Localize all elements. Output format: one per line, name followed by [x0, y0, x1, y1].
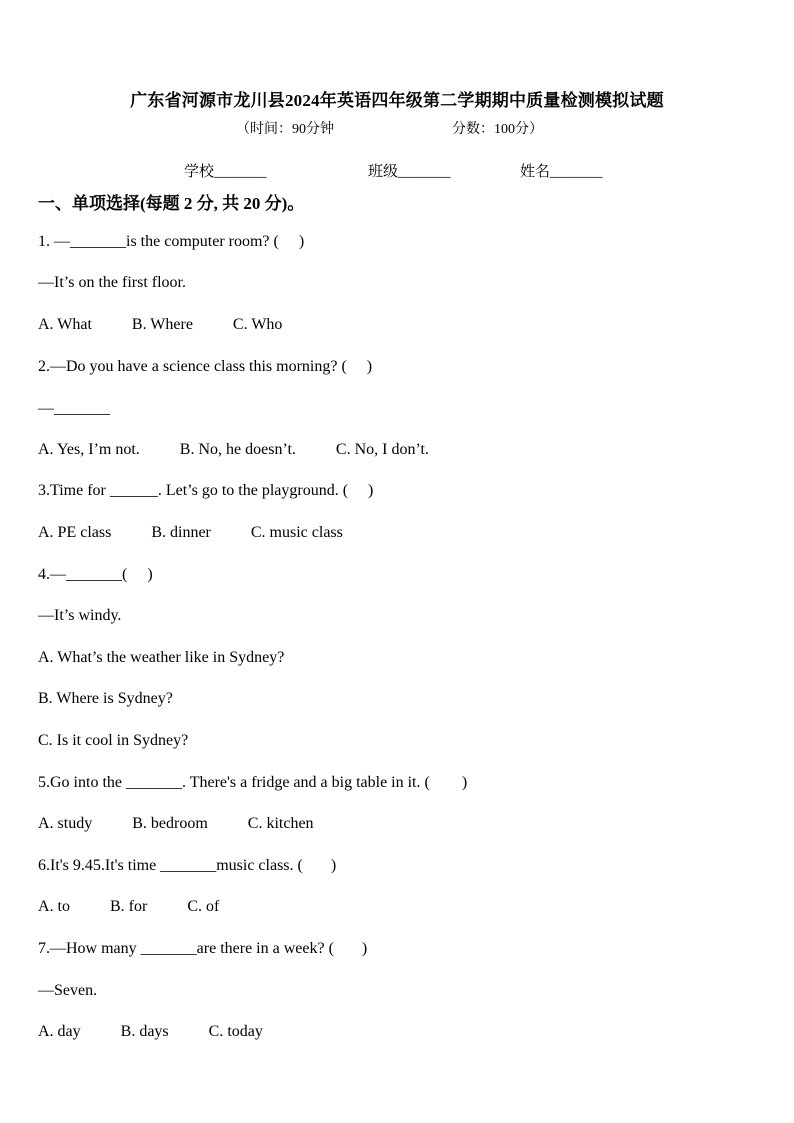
question-2-answer-line: —_______: [38, 400, 110, 417]
question-5: 5.Go into the _______. There's a fridge and a big table in it. ( ): [38, 774, 468, 791]
exam-time: （时间：90分钟: [236, 122, 334, 137]
school-field: 学校_______: [184, 164, 267, 180]
question-7-answer-line: —Seven.: [38, 982, 98, 999]
question-2: 2.—Do you have a science class this morning? ( ): [38, 358, 373, 375]
exam-title: 广东省河源市龙川县2024年英语四年级第二学期期中质量检测模拟试题: [130, 91, 664, 110]
class-field: 班级_______: [368, 164, 451, 180]
question-4-option-c: C. Is it cool in Sydney?: [38, 732, 189, 749]
question-4: 4.—_______( ): [38, 566, 153, 583]
question-5-options: A. study B. bedroom C. kitchen: [38, 815, 314, 832]
name-field: 姓名_______: [520, 164, 603, 180]
question-6-options: A. to B. for C. of: [38, 898, 220, 915]
question-4-option-a: A. What’s the weather like in Sydney?: [38, 649, 285, 666]
question-1: 1. —_______is the computer room? ( ): [38, 233, 305, 250]
exam-score: 分数：100分）: [452, 122, 543, 137]
section-heading: 一、单项选择(每题 2 分, 共 20 分)。: [38, 194, 305, 213]
question-1-answer-line: —It’s on the first floor.: [38, 274, 186, 291]
question-4-answer-line: —It’s windy.: [38, 607, 122, 624]
question-3-options: A. PE class B. dinner C. music class: [38, 524, 343, 541]
question-7: 7.—How many _______are there in a week? ( ): [38, 940, 368, 957]
question-1-options: A. What B. Where C. Who: [38, 316, 283, 333]
question-4-option-b: B. Where is Sydney?: [38, 690, 173, 707]
question-3: 3.Time for ______. Let’s go to the playground. ( ): [38, 482, 374, 499]
question-6: 6.It's 9.45.It's time _______music class. ( ): [38, 857, 337, 874]
question-7-options: A. day B. days C. today: [38, 1023, 263, 1040]
question-2-options: A. Yes, I’m not. B. No, he doesn’t. C. No, I don’t.: [38, 441, 429, 458]
